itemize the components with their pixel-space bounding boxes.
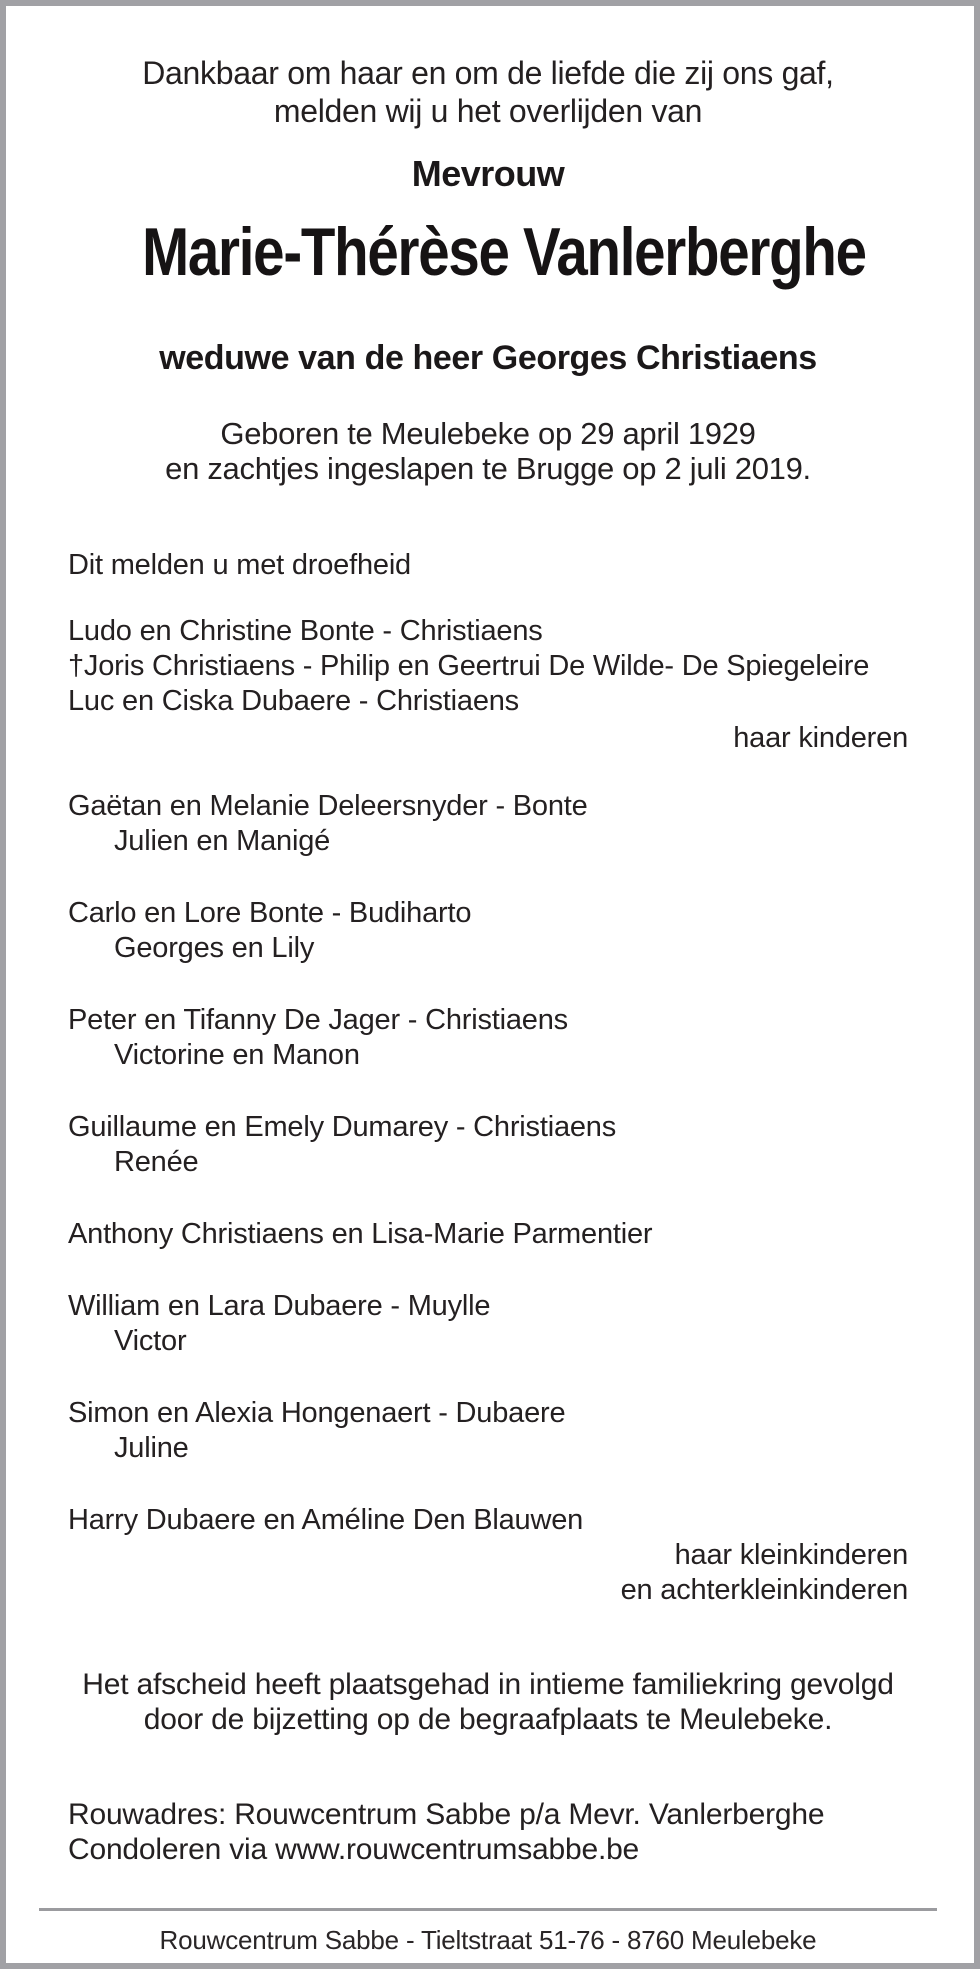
- deceased-name: [68, 212, 908, 292]
- ceremony-line: Het afscheid heeft plaatsgehad in intieme familiekring gevolgd: [82, 1668, 894, 1701]
- grandchild-row: William en Lara Dubaere - Muylle: [68, 1290, 491, 1322]
- grandchild-group: [68, 896, 908, 966]
- grandchildren-label-line: haar kleinkinderen: [674, 1539, 908, 1571]
- death-line: en zachtjes ingeslapen te Brugge op 2 juli 2019.: [165, 451, 811, 486]
- great-grandchild-row: Juline: [114, 1432, 189, 1464]
- grandchild-row: Harry Dubaere en Améline Den Blauwen: [68, 1504, 584, 1536]
- child-row: †Joris Christiaens - Philip en Geertrui De Wilde- De Spiegeleire: [68, 650, 870, 682]
- announcement-line: Dit melden u met droefheid: [68, 549, 411, 581]
- birth-line: Geboren te Meulebeke op 29 april 1929: [220, 416, 756, 451]
- notice-content: [6, 6, 974, 1963]
- grandchild-row: Gaëtan en Melanie Deleersnyder - Bonte: [68, 790, 588, 822]
- grandchild-row: Anthony Christiaens en Lisa-Marie Parmentier: [68, 1218, 653, 1250]
- great-grandchild-row: Georges en Lily: [114, 932, 315, 964]
- ceremony-line: door de bijzetting op de begraafplaats te Meulebeke.: [143, 1703, 833, 1736]
- grandchild-group: [68, 1110, 908, 1180]
- life-dates-block: [68, 416, 908, 486]
- separator-line: [39, 1908, 937, 1911]
- children-list: [68, 614, 908, 719]
- mourning-address-line: Rouwadres: Rouwcentrum Sabbe p/a Mevr. Vanlerberghe: [68, 1798, 825, 1831]
- great-grandchild-row: Renée: [114, 1146, 199, 1178]
- grandchild-group: [68, 789, 908, 859]
- grandchild-row: Peter en Tifanny De Jager - Christiaens: [68, 1004, 568, 1036]
- grandchild-group: [68, 1217, 908, 1252]
- great-grandchild-row: Victorine en Manon: [114, 1039, 360, 1071]
- child-row: Ludo en Christine Bonte - Christiaens: [68, 615, 543, 647]
- grandchildren-label: [68, 1538, 908, 1608]
- grandchild-group: [68, 1289, 908, 1359]
- grandchild-row: Guillaume en Emely Dumarey - Christiaens: [68, 1111, 617, 1143]
- intro-line: melden wij u het overlijden van: [273, 93, 703, 129]
- grandchild-row: Simon en Alexia Hongenaert - Dubaere: [68, 1397, 566, 1429]
- deceased-name-text: Marie-Thérèse Vanlerberghe: [142, 214, 866, 290]
- condolence-line: Condoleren via www.rouwcentrumsabbe.be: [68, 1833, 640, 1866]
- child-row: Luc en Ciska Dubaere - Christiaens: [68, 685, 519, 717]
- contact-block: [68, 1797, 908, 1867]
- grandchildren-label-line: en achterkleinkinderen: [620, 1574, 908, 1606]
- children-label: haar kinderen: [733, 722, 908, 754]
- great-grandchild-row: Julien en Manigé: [114, 825, 331, 857]
- grandchild-group: [68, 1396, 908, 1466]
- great-grandchild-row: Victor: [114, 1325, 187, 1357]
- intro-block: [68, 54, 908, 130]
- grandchild-row: Carlo en Lore Bonte - Budiharto: [68, 897, 472, 929]
- ceremony-block: [68, 1667, 908, 1737]
- footer-text: Rouwcentrum Sabbe - Tieltstraat 51-76 - 8760 Meulebeke: [159, 1925, 817, 1955]
- grandchild-group: [68, 1503, 908, 1538]
- intro-line: Dankbaar om haar en om de liefde die zij ons gaf,: [142, 55, 834, 91]
- salutation: Mevrouw: [411, 153, 565, 194]
- grandchild-group: [68, 1003, 908, 1073]
- relation-line: weduwe van de heer Georges Christiaens: [159, 339, 817, 377]
